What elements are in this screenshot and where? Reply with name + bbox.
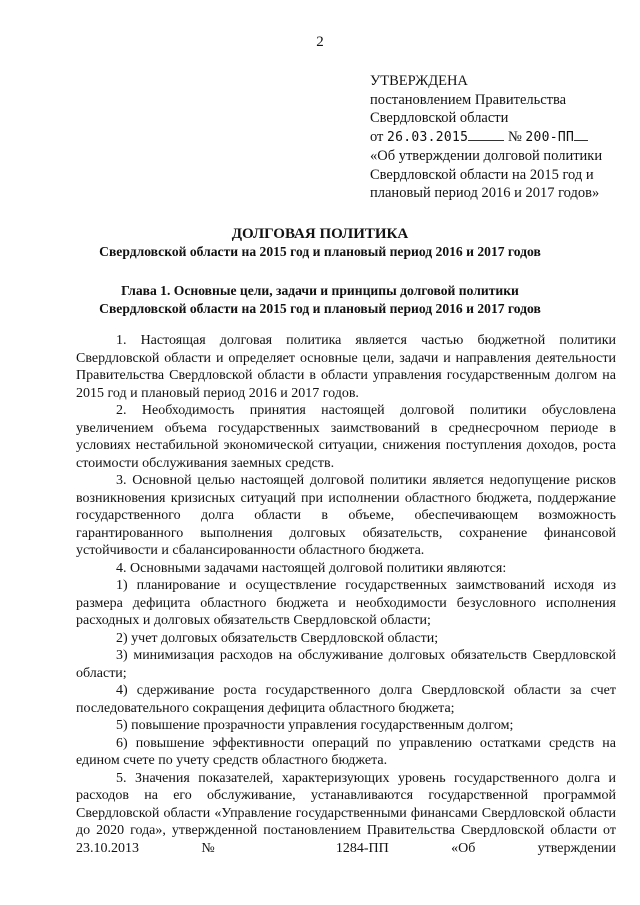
- approval-subject-1: «Об утверждении долговой политики: [370, 148, 603, 164]
- approval-number: 200-ПП: [525, 129, 575, 145]
- paragraph-5: 5. Значения показателей, характеризующих уровень государственного долга и расходов на его обслуживание, устанавливаются государственной программой Свердловской области «Управление государственными финансами Свердловской области до 2020 года», утвержденной постановлением Правительства Свердловской области от 23.10.2013 № 1284-ПП «Об утверждении: [76, 770, 616, 856]
- number-underline: [574, 128, 588, 141]
- list-item-3: 3) минимизация расходов на обслуживание долговых обязательств Свердловской области;: [76, 648, 616, 681]
- document-subtitle: Свердловской области на 2015 год и плановый период 2016 и 2017 годов: [99, 244, 541, 259]
- chapter-heading-line-2: Свердловской области на 2015 год и плановый период 2016 и 2017 годов: [99, 301, 541, 316]
- chapter-heading-line-1: Глава 1. Основные цели, задачи и принципы долговой политики: [121, 283, 519, 298]
- paragraph-1: 1. Настоящая долговая политика является частью бюджетной политики Свердловской области и определяет основные цели, задачи и направления деятельности Правительства Свердловской области в области управления государственным долгом на 2015 год и плановый период 2016 и 2017 годов.: [76, 333, 616, 401]
- list-item-4: 4) сдерживание роста государственного долга Свердловской области за счет последовательного сокращения дефицита областного бюджета;: [76, 683, 616, 716]
- approval-subject-2: Свердловской области на 2015 год и: [370, 166, 594, 183]
- number-prefix: №: [507, 128, 522, 145]
- approval-date-line: [370, 128, 620, 148]
- approval-stamp: [370, 72, 620, 203]
- list-item-6: 6) повышение эффективности операций по управлению остатками средств на едином счете по учету средств областного бюджета.: [76, 735, 616, 768]
- paragraph-4: 4. Основными задачами настоящей долговой политики являются:: [116, 560, 507, 576]
- document-title: ДОЛГОВАЯ ПОЛИТИКА: [231, 226, 409, 242]
- approval-line-2: Свердловской области: [370, 110, 509, 126]
- list-item-2: 2) учет долговых обязательств Свердловской области;: [116, 630, 439, 646]
- document-body: [76, 332, 616, 857]
- approval-date: 26.03.2015: [387, 129, 469, 145]
- paragraph-2: 2. Необходимость принятия настоящей долговой политики обусловлена увеличением объема государственных заимствований в среднесрочном периоде в условиях нестабильной экономической ситуации, снижения поступления доходов, роста стоимости обслуживания заемных средств.: [76, 403, 616, 471]
- list-item-1: 1) планирование и осуществление государственных заимствований исходя из размера дефицита областного бюджета и необходимости безусловного исполнения расходных и долговых обязательств Свердловской области;: [76, 578, 616, 628]
- date-underline: [468, 128, 504, 141]
- date-prefix: от: [370, 128, 384, 145]
- list-item-5: 5) повышение прозрачности управления государственным долгом;: [116, 718, 514, 733]
- paragraph-3: 3. Основной целью настоящей долговой политики является недопущение рисков возникновения кризисных ситуаций при исполнении областного бюджета, поддержание государственного долга области в объеме, обеспечивающем возможность гарантированного выполнения долговых обязательств, сохранение финансовой устойчивости и сбалансированности областного бюджета.: [76, 473, 616, 558]
- page-number: 2: [316, 34, 324, 50]
- approval-subject-3: плановый период 2016 и 2017 годов»: [370, 185, 600, 201]
- approval-heading: УТВЕРЖДЕНА: [370, 73, 468, 89]
- approval-line-1: постановлением Правительства: [370, 91, 567, 108]
